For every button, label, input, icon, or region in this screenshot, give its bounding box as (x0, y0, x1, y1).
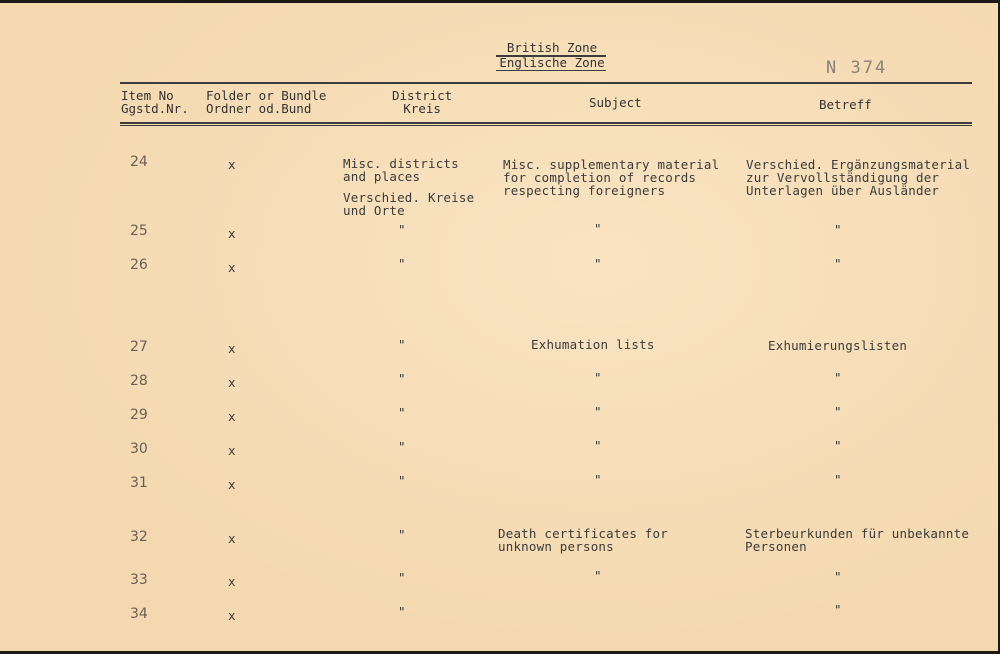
folder-mark: x (228, 531, 236, 546)
betreff-cell: " (834, 370, 842, 385)
district-cell: " (398, 222, 406, 237)
folder-mark: x (228, 409, 236, 424)
betreff-cell: " (834, 569, 842, 584)
subject-cell: " (594, 404, 602, 419)
column-header-item: Item No Ggstd.Nr. (121, 88, 189, 116)
district-cell: " (398, 604, 406, 619)
district-cell: " (398, 473, 406, 488)
subject-cell: " (594, 221, 602, 236)
item-number: 28 (130, 373, 148, 389)
district-cell: " (398, 439, 406, 454)
betreff-cell: " (834, 222, 842, 237)
district-cell: " (398, 527, 406, 542)
folder-mark: x (228, 260, 236, 275)
item-number: 25 (130, 223, 148, 239)
header-bottom-rule-2 (120, 125, 972, 126)
folder-mark: x (228, 574, 236, 589)
district-cell-de: Verschied. Kreise und Orte (343, 190, 475, 218)
subject-cell: Exhumation lists (531, 337, 655, 352)
district-cell: " (398, 405, 406, 420)
district-cell: " (398, 371, 406, 386)
subject-cell: " (594, 370, 602, 385)
district-cell: " (398, 337, 406, 352)
betreff-cell: Verschied. Ergänzungsmaterial zur Vervollständigung der Unterlagen über Ausländer (746, 157, 971, 198)
item-number: 34 (130, 606, 148, 622)
item-number: 31 (130, 475, 148, 491)
item-number: 32 (130, 529, 148, 545)
district-cell: " (398, 570, 406, 585)
betreff-cell: " (834, 438, 842, 453)
betreff-cell: " (834, 404, 842, 419)
subject-cell: " (594, 438, 602, 453)
subject-cell: Death certificates for unknown persons (498, 526, 668, 554)
zone-title-underline-2 (496, 70, 606, 71)
subject-cell: " (594, 568, 602, 583)
item-number: 33 (130, 572, 148, 588)
column-header-subject: Subject (589, 95, 642, 110)
zone-title-de: Englische Zone (499, 55, 605, 70)
item-number: 26 (130, 257, 148, 273)
column-header-folder: Folder or Bundle Ordner od.Bund (206, 88, 327, 116)
item-number: 29 (130, 407, 148, 423)
item-number: 24 (130, 154, 148, 170)
document-page (0, 3, 998, 651)
subject-cell: " (594, 256, 602, 271)
betreff-cell: " (834, 472, 842, 487)
header-bottom-rule (120, 122, 972, 124)
betreff-cell: " (834, 256, 842, 271)
folder-mark: x (228, 443, 236, 458)
column-header-betreff: Betreff (819, 97, 872, 112)
folder-mark: x (228, 226, 236, 241)
folder-mark: x (228, 341, 236, 356)
zone-title-en: British Zone (506, 40, 598, 55)
item-number: 30 (130, 441, 148, 457)
betreff-cell: Sterbeurkunden für unbekannte Personen (745, 526, 970, 554)
betreff-cell: " (834, 602, 842, 617)
folder-mark: x (228, 608, 236, 623)
betreff-cell: Exhumierungslisten (768, 338, 908, 353)
archive-stamp-number: N 374 (826, 58, 888, 78)
subject-cell: " (594, 472, 602, 487)
folder-mark: x (228, 477, 236, 492)
column-header-district: District Kreis (392, 88, 453, 116)
folder-mark: x (228, 375, 236, 390)
folder-mark: x (228, 157, 236, 172)
district-cell: " (398, 256, 406, 271)
header-top-rule (120, 82, 972, 84)
item-number: 27 (130, 339, 148, 355)
subject-cell: Misc. supplementary material for completion of records respecting foreigners (503, 157, 720, 198)
district-cell: Misc. districts and places (343, 156, 459, 184)
